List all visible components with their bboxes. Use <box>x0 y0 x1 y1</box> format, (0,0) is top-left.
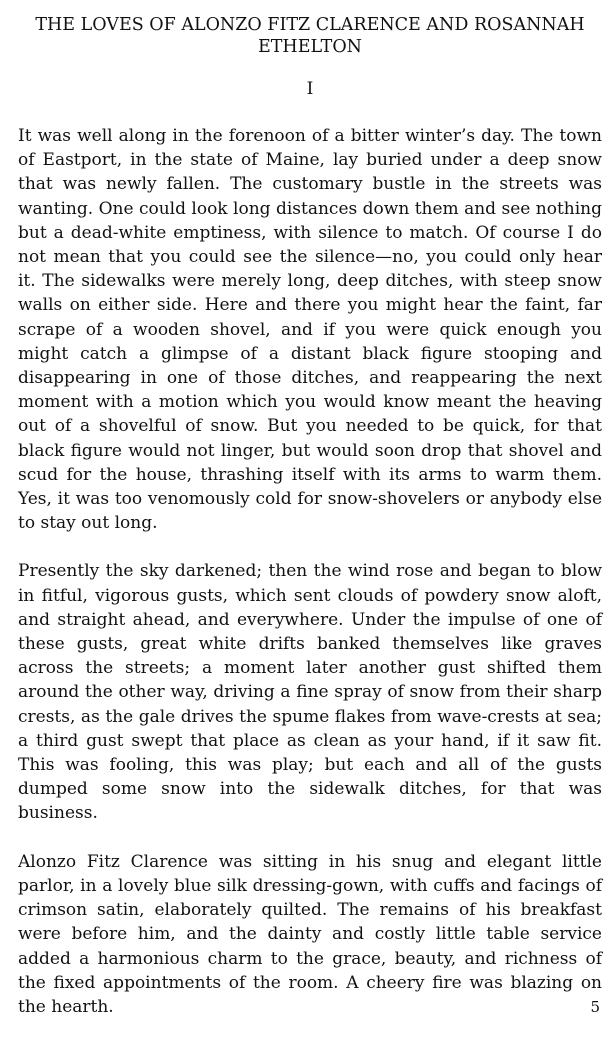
chapter-number: I <box>306 79 314 99</box>
paragraph-3: Alonzo Fitz Clarence was sitting in his snug and elegant little parlor, in a lovely blue silk dressing-gown, with cuffs and facings of crimson satin, elaborately quilted. The remains of his breakfast were before him, and the dainty and costly little table service added a harmonious charm to the grace, beauty, and richness of the fixed appointments of the room. A cheery fire was blazing on the hearth. <box>18 851 602 1017</box>
story-title: THE LOVES OF ALONZO FITZ CLARENCE AND ROSANNAH ETHELTON <box>35 15 585 57</box>
paragraph-1: It was well along in the forenoon of a bitter winter’s day. The town of Eastport, in the state of Maine, lay buried under a deep snow that was newly fallen. The customary bustle in the streets was wanting. One could look long distances down them and see nothing but a dead-white emptiness, with silence to match. Of course I do not mean that you could see the silence—no, you could only hear it. The sidewalks were merely long, deep ditches, with steep snow walls on either side. Here and there you might hear the faint, far scrape of a wooden shovel, and if you were quick enough you might catch a glimpse of a distant black figure stooping and disappearing in one of those ditches, and reappearing the next moment with a motion which you would know meant the heaving out of a shovelful of snow. But you needed to be quick, for that black figure would not linger, but would soon drop that shovel and scud for the house, thrashing itself with its arms to warm them. Yes, it was too venomously cold for snow-shovelers or anybody else to stay out long. <box>18 126 602 534</box>
paragraph-2: Presently the sky darkened; then the wind rose and began to blow in fitful, vigorous gusts, which sent clouds of powdery snow aloft, and straight ahead, and everywhere. Under the impulse of one of these gusts, great white drifts banked themselves like graves across the streets; a moment later another gust shifted them around the other way, driving a fine spray of snow from their sharp crests, as the gale drives the spume flakes from wave-crests at sea; a third gust swept that place as clean as your hand, if it saw fit. This was fooling, this was play; but each and all of the gusts dumped some snow into the sidewalk ditches, for that was business. <box>18 561 602 824</box>
document-page <box>18 14 602 1043</box>
page-number: 5 <box>590 998 600 1016</box>
